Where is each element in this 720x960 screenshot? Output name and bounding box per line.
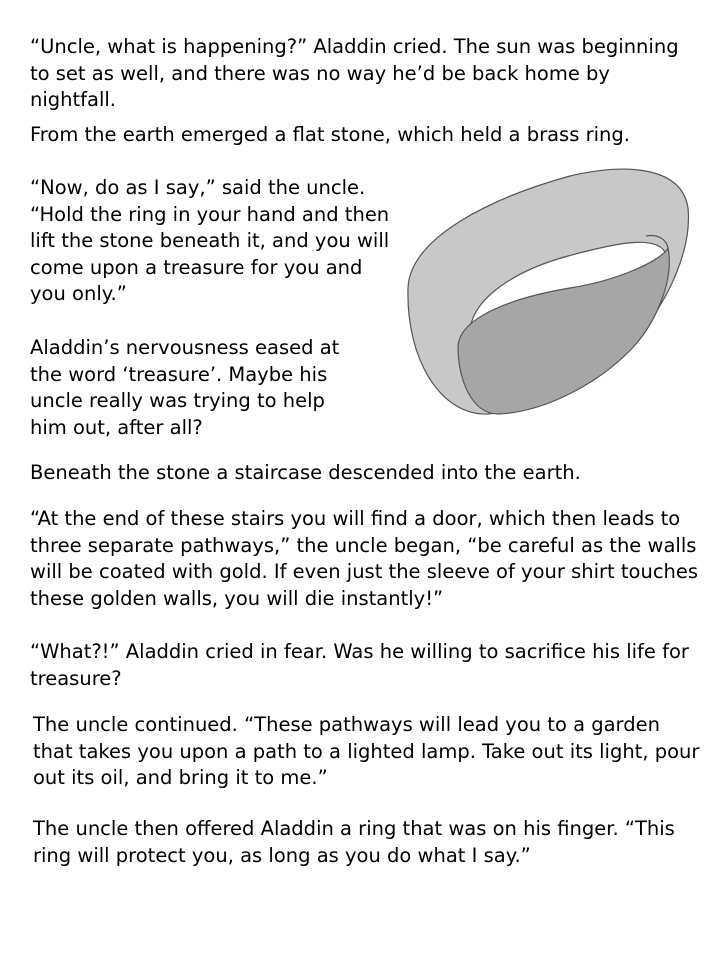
ring-icon [400,168,692,418]
paragraph-1: “Uncle, what is happening?” Aladdin cried. The sun was beginning to set as well, and there was no way he’d be back home by nightfall. [30,35,679,111]
paragraph-7: “What?!” Aladdin cried in fear. Was he willing to sacrifice his life for treasure? [30,640,689,690]
paragraph-5: Beneath the stone a staircase descended into the earth. [30,461,581,484]
paragraph-3: “Now, do as I say,” said the uncle. “Hold the ring in your hand and then lift the stone beneath it, and you will come upon a treasure for you and you only.” [30,176,390,305]
paragraph-6: “At the end of these stairs you will find a door, which then leads to three separate pathways,” the uncle began, “be careful as the walls will be coated with gold. If even just the sleeve of your shirt touches these golden walls, you will die instantly!” [30,507,699,610]
paragraph-4: Aladdin’s nervousness eased at the word ‘treasure’. Maybe his uncle really was trying to help him out, after all? [30,336,340,439]
paragraph-8: The uncle continued. “These pathways will lead you to a garden that takes you upon a path to a lighted lamp. Take out its light, pour out its oil, and bring it to me.” [33,713,700,789]
paragraph-2: From the earth emerged a flat stone, which held a brass ring. [30,123,630,146]
paragraph-9: The uncle then offered Aladdin a ring that was on his finger. “This ring will protect you, as long as you do what I say.” [33,817,675,867]
